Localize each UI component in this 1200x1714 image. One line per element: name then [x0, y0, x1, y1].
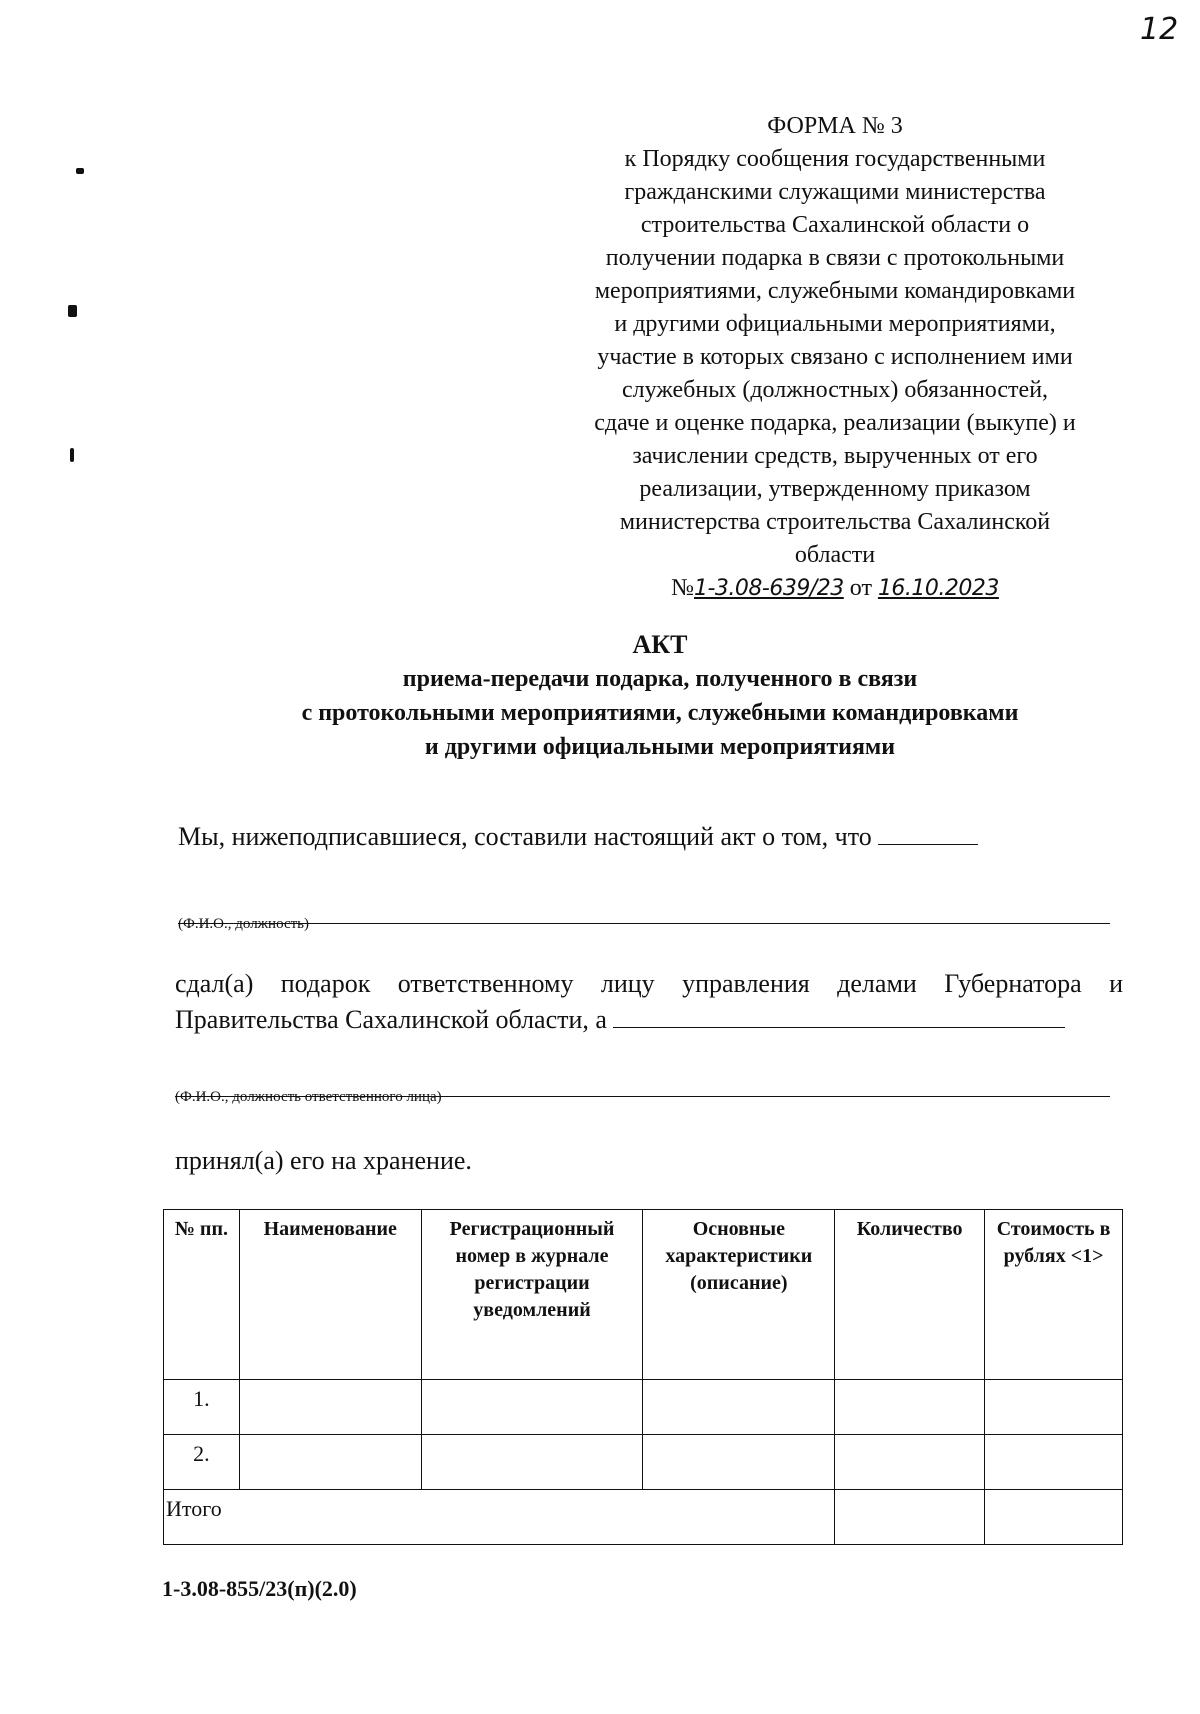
table-total-row [164, 1490, 1123, 1545]
scan-speck [68, 305, 77, 317]
form-header-line: зачислении средств, вырученных от его [632, 443, 1038, 469]
form-header-line: служебных (должностных) обязанностей, [621, 377, 1049, 403]
form-header-line: гражданскими служащими министерства [624, 179, 1046, 205]
intro-paragraph [178, 822, 978, 852]
cell-name[interactable] [239, 1435, 421, 1490]
name-position-caption: (Ф.И.О., должность) [178, 916, 309, 932]
intro-blank-field[interactable] [878, 822, 978, 845]
header-quantity: Количество [835, 1210, 985, 1380]
scan-speck [70, 448, 74, 462]
intro-text: Мы, нижеподписавшиеся, составили настоящий акт о том, что [178, 822, 872, 851]
form-header [540, 110, 1130, 605]
act-title-line: с протокольными мероприятиями, служебными командировками [301, 700, 1019, 726]
order-prefix: № [671, 575, 694, 601]
header-reg-number: Регистрационный номер в журнале регистрации уведомлений [421, 1210, 643, 1380]
form-header-line: министерства строительства Сахалинской [619, 509, 1051, 535]
header-name: Наименование [239, 1210, 421, 1380]
cell-characteristics[interactable] [643, 1380, 835, 1435]
form-header-line: и другими официальными мероприятиями, [614, 311, 1056, 337]
row-number: 2. [164, 1435, 240, 1490]
order-reference [540, 572, 1130, 605]
handover-paragraph [175, 966, 1123, 1038]
order-number: 1-3.08-639/23 [694, 576, 844, 601]
form-header-line: мероприятиями, служебными командировками [594, 278, 1076, 304]
form-header-line: к Порядку сообщения государственными [624, 146, 1046, 172]
cell-name[interactable] [239, 1380, 421, 1435]
table-row [164, 1435, 1123, 1490]
cell-quantity[interactable] [835, 1435, 985, 1490]
gift-table [163, 1209, 1123, 1545]
responsible-caption: (Ф.И.О., должность ответственного лица) [175, 1089, 442, 1105]
form-header-line: участие в которых связано с исполнением ими [597, 344, 1073, 370]
cell-reg-number[interactable] [421, 1380, 643, 1435]
document-id: 1-3.08-855/23(п)(2.0) [162, 1576, 357, 1601]
total-cost[interactable] [985, 1490, 1123, 1545]
scan-speck [76, 168, 84, 174]
row-number: 1. [164, 1380, 240, 1435]
total-label: Итого [164, 1490, 835, 1545]
form-header-line: сдаче и оценке подарка, реализации (выкупе) и [594, 410, 1076, 436]
act-title-line: приема-передачи подарка, полученного в связи [402, 666, 918, 692]
cell-quantity[interactable] [835, 1380, 985, 1435]
total-quantity[interactable] [835, 1490, 985, 1545]
table-row [164, 1380, 1123, 1435]
cell-reg-number[interactable] [421, 1435, 643, 1490]
order-date-prefix: от [849, 575, 872, 601]
header-number: № пп. [164, 1210, 240, 1380]
header-cost: Стоимость в рублях <1> [985, 1210, 1123, 1380]
cell-cost[interactable] [985, 1435, 1123, 1490]
form-header-line: получении подарка в связи с протокольными [605, 245, 1065, 271]
form-header-line: области [794, 542, 876, 568]
cell-cost[interactable] [985, 1380, 1123, 1435]
responsible-blank-field[interactable] [613, 1005, 1065, 1028]
name-position-fill-line[interactable] [178, 923, 1110, 924]
form-header-line: ФОРМА № 3 [767, 113, 903, 139]
handover-line-1: сдал(а) подарок ответственному лицу управления делами Губернатора и [175, 969, 1123, 998]
table-header-row [164, 1210, 1123, 1380]
act-title-main: АКТ [632, 630, 688, 659]
act-title [160, 628, 1160, 764]
storage-paragraph: принял(а) его на хранение. [175, 1146, 472, 1175]
page-number: 12 [1140, 12, 1179, 47]
handover-line-2 [175, 1002, 1123, 1038]
handover-line-2-text: Правительства Сахалинской области, а [175, 1005, 607, 1034]
order-date: 16.10.2023 [877, 576, 999, 601]
form-header-line: строительства Сахалинской области о [640, 212, 1030, 238]
act-title-line: и другими официальными мероприятиями [424, 734, 896, 760]
form-header-line: реализации, утвержденному приказом [639, 476, 1031, 502]
header-characteristics: Основные характеристики (описание) [643, 1210, 835, 1380]
cell-characteristics[interactable] [643, 1435, 835, 1490]
